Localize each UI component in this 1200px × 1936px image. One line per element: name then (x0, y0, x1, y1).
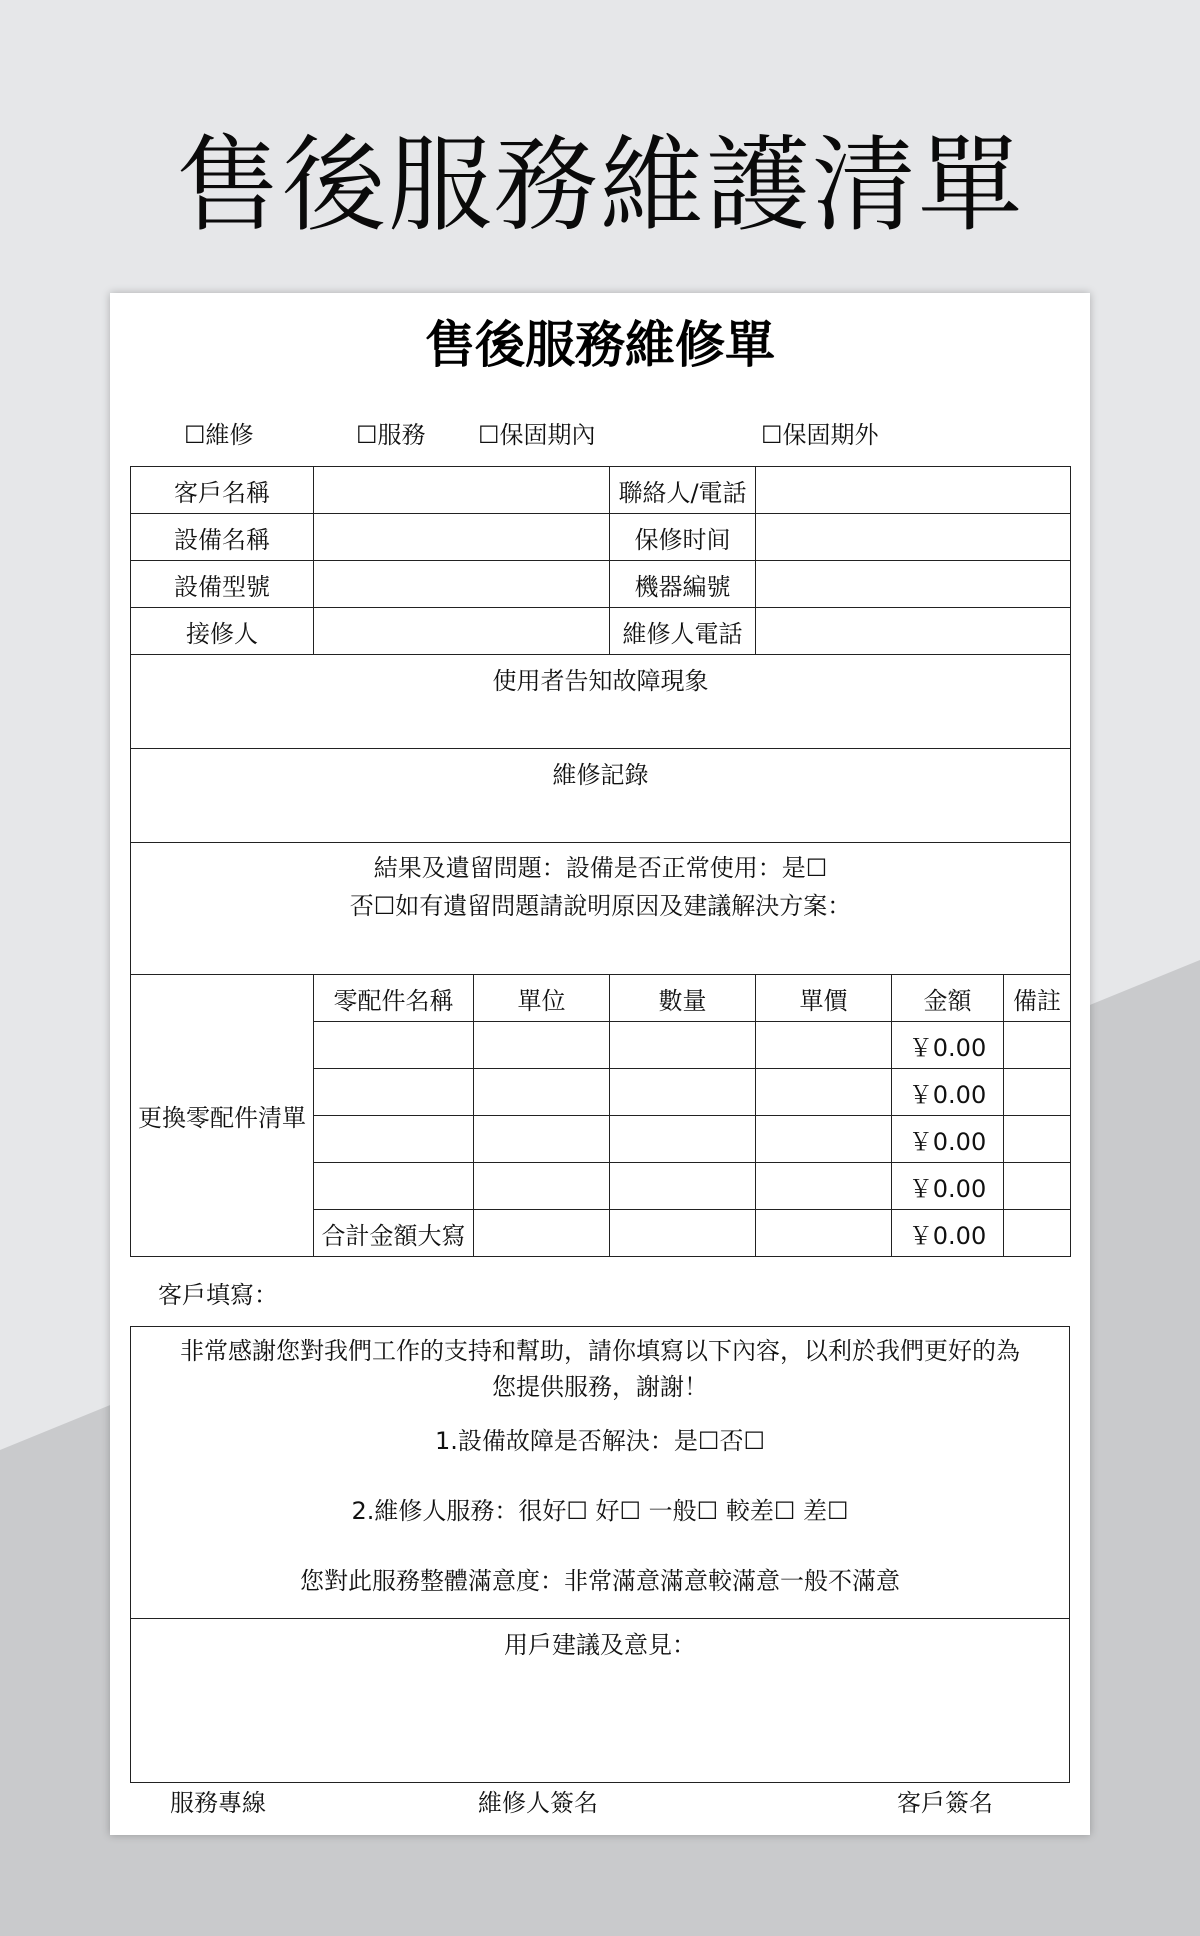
question-technician-service[interactable]: 2.維修人服務：很好☐ 好☐ 一般☐ 較差☐ 差☐ (351, 1497, 849, 1525)
warranty-time-label: 保修时间 (610, 514, 756, 561)
technician-phone-label: 維修人電話 (610, 608, 756, 655)
receiver-label: 接修人 (131, 608, 314, 655)
repair-record-area[interactable]: 維修記錄 (131, 749, 1071, 843)
part-name-cell[interactable] (314, 1116, 474, 1163)
part-note-cell[interactable] (1004, 1163, 1071, 1210)
total-qty-cell[interactable] (610, 1210, 756, 1257)
question-overall-satisfaction[interactable]: 您對此服務整體滿意度：非常滿意滿意較滿意一般不滿意 (300, 1567, 900, 1595)
feedback-intro-line-1: 非常感謝您對我們工作的支持和幫助，請你填寫以下內容，以利於我們更好的為 (180, 1337, 1020, 1365)
info-row (131, 608, 1071, 655)
page-title: 售後服務維護清單 (175, 124, 1024, 246)
customer-name-label: 客戶名稱 (131, 467, 314, 514)
question-fault-resolved[interactable]: 1.設備故障是否解決：是☐否☐ (435, 1427, 765, 1455)
part-note-cell[interactable] (1004, 1069, 1071, 1116)
part-amount-cell: ￥0.00 (892, 1163, 1004, 1210)
warranty-time-field[interactable] (756, 514, 1071, 561)
total-note-cell[interactable] (1004, 1210, 1071, 1257)
part-qty-cell[interactable] (610, 1116, 756, 1163)
part-amount-cell: ￥0.00 (892, 1022, 1004, 1069)
total-label: 合計金額大寫 (314, 1210, 474, 1257)
part-unit-cell[interactable] (474, 1022, 610, 1069)
parts-header-row (131, 975, 1071, 1022)
part-price-cell[interactable] (756, 1116, 892, 1163)
feedback-questions-row (131, 1327, 1070, 1619)
form-heading: 售後服務維修單 (425, 316, 775, 374)
equipment-model-field[interactable] (314, 561, 610, 608)
contact-phone-label: 聯絡人/電話 (610, 467, 756, 514)
contact-phone-field[interactable] (756, 467, 1071, 514)
result-line-2: 否☐如有遺留問題請說明原因及建議解決方案： (349, 892, 852, 920)
total-amount: ￥0.00 (892, 1210, 1004, 1257)
parts-col-note: 備註 (1004, 975, 1071, 1022)
option-in-warranty-checkbox[interactable]: ☐保固期內 (478, 421, 596, 449)
feedback-intro-line-2: 您提供服務，謝謝！ (492, 1373, 708, 1401)
fault-description-area[interactable]: 使用者告知故障現象 (131, 655, 1071, 749)
part-name-cell[interactable] (314, 1069, 474, 1116)
part-amount-cell: ￥0.00 (892, 1069, 1004, 1116)
part-unit-cell[interactable] (474, 1116, 610, 1163)
parts-section-label: 更換零配件清單 (131, 975, 314, 1257)
part-qty-cell[interactable] (610, 1022, 756, 1069)
part-name-cell[interactable] (314, 1163, 474, 1210)
equipment-name-field[interactable] (314, 514, 610, 561)
part-name-cell[interactable] (314, 1022, 474, 1069)
part-price-cell[interactable] (756, 1069, 892, 1116)
fault-row (131, 655, 1071, 749)
machine-number-label: 機器編號 (610, 561, 756, 608)
customer-name-field[interactable] (314, 467, 610, 514)
result-row (131, 843, 1071, 975)
part-amount-cell: ￥0.00 (892, 1116, 1004, 1163)
parts-col-qty: 數量 (610, 975, 756, 1022)
service-form-sheet (110, 293, 1090, 1835)
parts-col-name: 零配件名稱 (314, 975, 474, 1022)
result-line-1: 結果及遺留問題：設備是否正常使用：是☐ (373, 854, 828, 882)
part-price-cell[interactable] (756, 1163, 892, 1210)
info-row (131, 467, 1071, 514)
part-qty-cell[interactable] (610, 1069, 756, 1116)
part-note-cell[interactable] (1004, 1022, 1071, 1069)
feedback-table (130, 1326, 1070, 1783)
technician-signature-label: 維修人簽名 (478, 1789, 598, 1817)
option-repair-checkbox[interactable]: ☐維修 (184, 421, 254, 449)
parts-col-price: 單價 (756, 975, 892, 1022)
part-unit-cell[interactable] (474, 1163, 610, 1210)
result-issues-area[interactable] (131, 843, 1071, 975)
equipment-model-label: 設備型號 (131, 561, 314, 608)
total-unit-cell[interactable] (474, 1210, 610, 1257)
service-type-options (110, 415, 1090, 455)
machine-number-field[interactable] (756, 561, 1071, 608)
info-row (131, 514, 1071, 561)
option-service-checkbox[interactable]: ☐服務 (356, 421, 426, 449)
equipment-name-label: 設備名稱 (131, 514, 314, 561)
parts-col-amount: 金額 (892, 975, 1004, 1022)
customer-fill-label: 客戶填寫： (158, 1281, 278, 1309)
record-row (131, 749, 1071, 843)
receiver-field[interactable] (314, 608, 610, 655)
part-price-cell[interactable] (756, 1022, 892, 1069)
part-note-cell[interactable] (1004, 1116, 1071, 1163)
suggestion-area[interactable]: 用戶建議及意見： (131, 1619, 1070, 1783)
service-info-table (130, 466, 1071, 1257)
service-hotline-label: 服務專線 (170, 1789, 266, 1817)
option-out-of-warranty-checkbox[interactable]: ☐保固期外 (761, 421, 879, 449)
part-qty-cell[interactable] (610, 1163, 756, 1210)
part-unit-cell[interactable] (474, 1069, 610, 1116)
suggestion-row (131, 1619, 1070, 1783)
total-price-cell[interactable] (756, 1210, 892, 1257)
feedback-questions-cell (131, 1327, 1070, 1619)
info-row (131, 561, 1071, 608)
parts-col-unit: 單位 (474, 975, 610, 1022)
signature-line (110, 1783, 1090, 1823)
customer-signature-label: 客戶簽名 (897, 1789, 993, 1817)
technician-phone-field[interactable] (756, 608, 1071, 655)
